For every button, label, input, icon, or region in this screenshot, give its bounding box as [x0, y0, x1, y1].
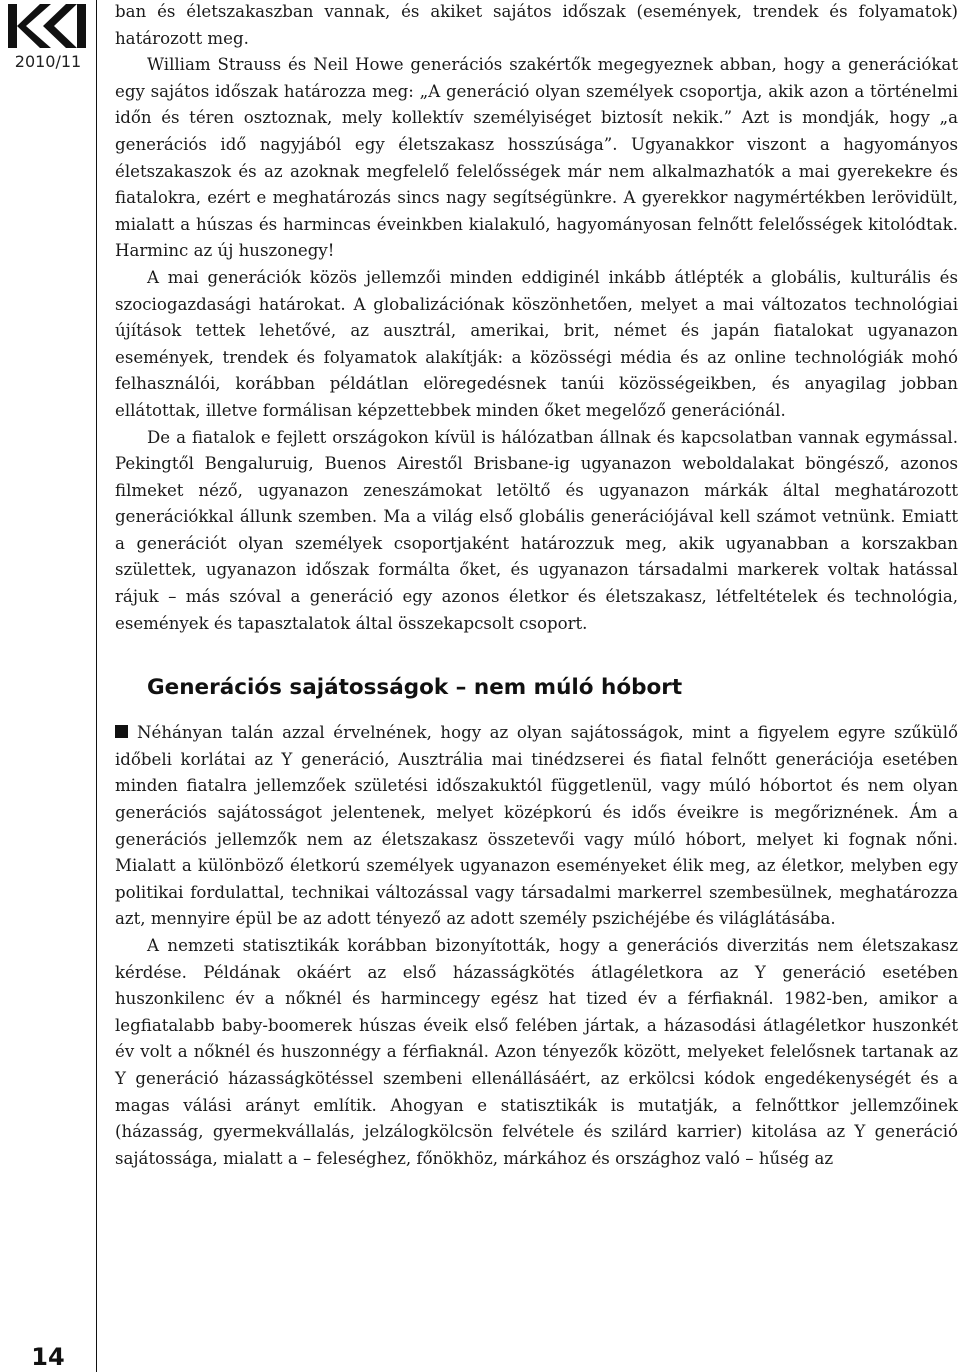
- square-bullet-icon: [115, 725, 128, 738]
- paragraph: ban és életszakaszban vannak, és akiket sajátos időszak (események, trendek és folyamatok) határozott meg.: [115, 2, 958, 48]
- paragraph-with-bullet: [115, 720, 958, 933]
- article-body: [115, 0, 958, 1172]
- paragraph-text: Néhányan talán azzal érvelnének, hogy az olyan sajátosságok, mint a figyelem egyre szűkülő időbeli korlátai az Y generáció, Ausztrália mai tinédzserei és fiatal felnőtt generációja esetében minden fiatalra jellemzőek születési időszakuktól függetlenül, vagy múló hóbortot és nem olyan generációs sajátosságot jelentenek, melyet középkorú és idős éveikre is megőriznének. Ám a generációs jellemzők nem az életszakasz összetevői vagy múló hóbort, melyet ki fognak nőni. Mialatt a különböző életkorú személyek ugyanazon eseményeket élik meg, az életkor, melyben egy politikai fordulattal, technikai változással vagy társadalmi markerrel szembesülnek, meghatározza azt, mennyire épül be az adott tényező az adott személy pszichéjébe és világlátásába.: [115, 723, 958, 929]
- journal-logo-icon: [6, 4, 88, 48]
- page-number: 14: [31, 1343, 65, 1371]
- paragraph: William Strauss és Neil Howe generációs szakértők megegyeznek abban, hogy a generációkat egy sajátos időszak határozza meg: „A generáció olyan személyek csoportja, akik azon a történelmi időn és téren osztoznak, mely kollektív személyiséget biztosít nekik.” Azt is mondják, hogy „a generációs idő nagyjából egy életszakasz hosszúsága”. Ugyanakkor viszont a hagyományos életszakaszok és az azoknak megfelelő felelősségek már nem alkalmazhatók a mai gyerekekre és fiatalokra, ezért e meghatározás sincs nagy segítségünkre. A gyerekkor nagymértékben lerövidült, mialatt a húszas és harmincas éveinkben kialakuló, hagyományosan felnőtt felelősségek kitolódtak. Harminc az új huszonegy!: [115, 55, 958, 261]
- paragraph: De a fiatalok e fejlett országokon kívül is hálózatban állnak és kapcsolatban vannak egymással. Pekingtől Bengaluruig, Buenos Airestől Brisbane-ig ugyanazon weboldalakat böngésző, azonos filmeket néző, ugyanazon zeneszámokat letöltő és ugyanazon márkák által meghatározott generációkkal állunk szemben. Ma a világ első globális generációjával kell számot vetnünk. Emiatt a generációt olyan személyek csoportjaként határozzuk meg, akik ugyanabban a korszakban születtek, ugyanazon időszak formálta őket, és ugyanazon társadalmi markerek voltak hatással rájuk – más szóval a generáció egy azonos életkor és életszakasz, létfeltételek és technológia, események és tapasztalatok által összekapcsolt csoport.: [115, 427, 958, 633]
- paragraph: A nemzeti statisztikák korábban bizonyították, hogy a generációs diverzitás nem életszakasz kérdése. Példának okáért az első házasságkötés átlagéletkora az Y generáció esetében huszonkilenc év a nőknél és harmincegy egész hat tized év a férfiaknál. 1982-ben, amikor a legfiatalabb baby-boomerek húszas éveik első felében jártak, a házasodási átlagéletkor huszonkét év volt a nőknél és huszonnégy a férfiaknál. Azon tényezők között, melyeket felelősnek tartanak az Y generáció házasságkötéssel szembeni ellenállásáért, az erkölcsi kódok engedékenységét és a magas válási arányt említik. Ahogyan e statisztikák is mutatják, a felnőttkor jellemzőinek (házasság, gyermekvállalás, jelzálogkölcsön felvétele és szilárd karrier) kitolása az Y generáció sajátossága, mialatt a – feleséghez, főnökhöz, márkához és országhoz való – hűség az: [115, 936, 958, 1168]
- section-heading: Generációs sajátosságok – nem múló hóbort: [147, 675, 683, 701]
- paragraph: A mai generációk közös jellemzői minden eddiginél inkább átlépték a globális, kulturális és szociogazdasági határokat. A globalizációnak köszönhetően, melyet a mai változatos technológiai újítások tettek lehetővé, az ausztrál, amerikai, brit, német és japán fiatalokat ugyanazon események, trendek és folyamatok alakítják: a közösségi média és az online technológiák mohó felhasználói, korábban példátlan elöregedésnek tanúi közösségeikben, és anyagilag jobban ellátottak, illetve formálisan képzettebbek minden őket megelőző generációnál.: [115, 267, 958, 420]
- page-sidebar: [0, 0, 97, 1372]
- issue-number: 2010/11: [14, 52, 82, 71]
